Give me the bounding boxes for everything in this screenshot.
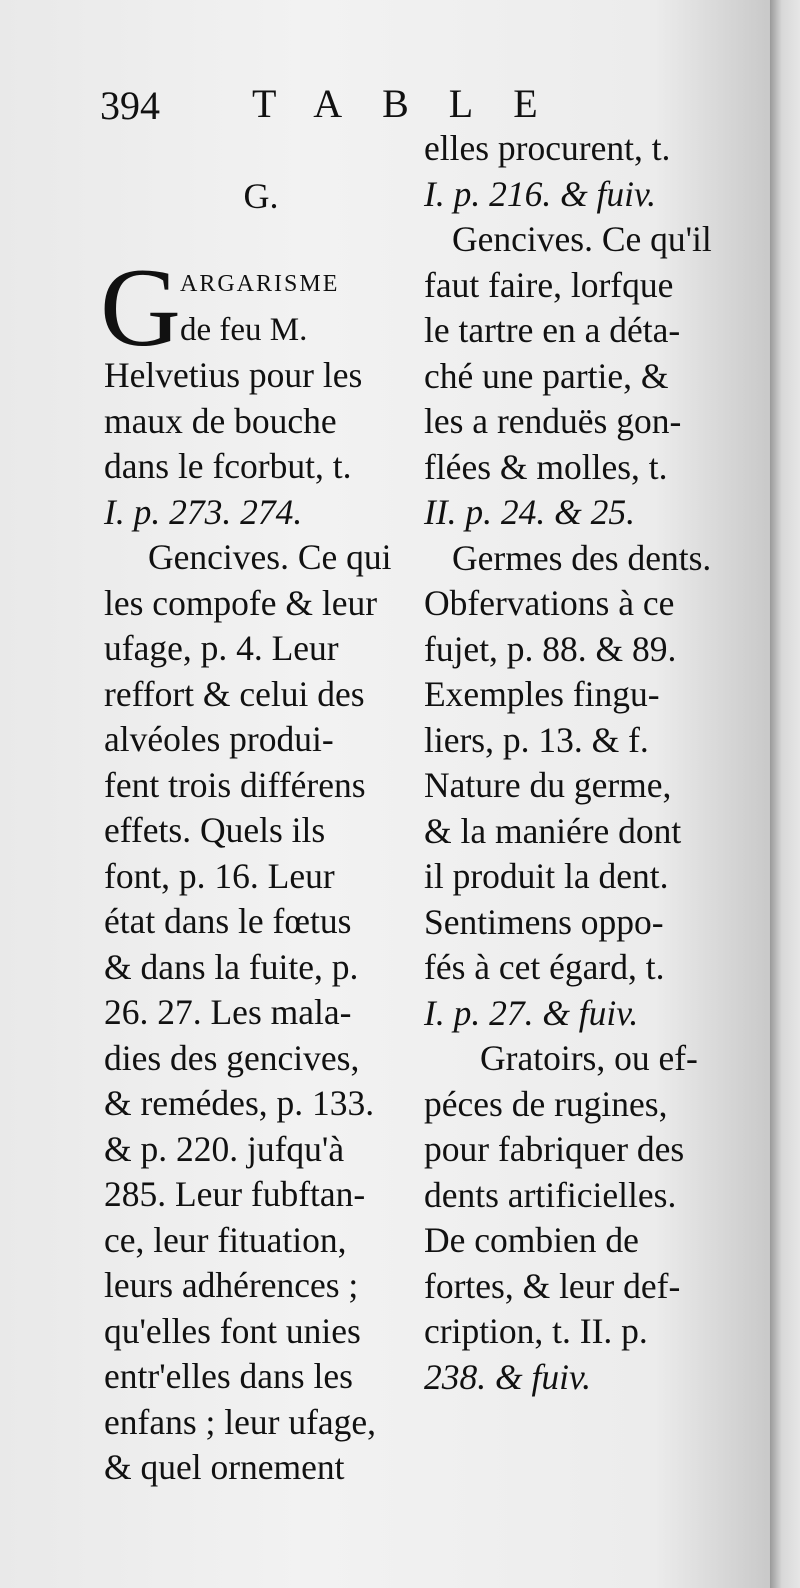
text-line: liers, p. 13. & f. — [424, 719, 649, 760]
text-line: Exemples fingu- — [424, 674, 660, 714]
text-line: ufage, p. 4. Leur — [104, 628, 339, 668]
text-line: les compofe & leur — [104, 582, 378, 623]
text-line: font, p. 16. Leur — [104, 855, 335, 896]
text-line: il produit la dent. — [424, 856, 669, 896]
text-line: dans le fcorbut, t. — [104, 446, 352, 486]
text-line: pour fabriquer des — [424, 1129, 685, 1169]
entry-first-line: ARGARISME — [180, 271, 340, 297]
text-line: Helvetius pour les — [104, 355, 363, 395]
running-title: TABLE — [252, 81, 578, 126]
text-line: 238. & fuiv. — [424, 1356, 591, 1397]
text-line: I. p. 273. 274. — [104, 491, 303, 532]
text-line: maux de bouche — [104, 400, 337, 441]
entry-second-line: de feu M. — [180, 311, 308, 348]
text-line: ce, leur fituation, — [104, 1219, 347, 1260]
text-line: flées & molles, t. — [424, 446, 668, 487]
text-line: & la maniére dont — [424, 810, 682, 851]
text-line: elles procurent, t. — [424, 128, 671, 168]
text-line: Germes des dents. — [452, 537, 712, 578]
text-line: 26. 27. Les mala- — [104, 992, 352, 1032]
page-number: 394 — [100, 83, 160, 128]
text-line: & p. 220. jufqu'à — [104, 1128, 345, 1169]
text-line: dents artificielles. — [424, 1174, 677, 1215]
entry-opening — [180, 262, 420, 353]
text-line: 285. Leur fubftan- — [104, 1174, 366, 1214]
text-line: péces de rugines, — [424, 1083, 668, 1124]
section-letter: G. — [243, 176, 279, 216]
text-line: Gencives. Ce qui — [148, 537, 392, 577]
text-line: reffort & celui des — [104, 673, 365, 714]
left-column — [104, 353, 418, 1491]
text-line: qu'elles font unies — [104, 1310, 361, 1351]
text-line: I. p. 27. & fuiv. — [424, 992, 639, 1033]
text-line: fujet, p. 88. & 89. — [424, 628, 677, 669]
text-line: état dans le fœtus — [104, 901, 352, 941]
text-line: alvéoles produi- — [104, 719, 334, 759]
text-line: Gratoirs, ou ef- — [480, 1038, 698, 1078]
text-line: & quel ornement — [104, 1447, 345, 1487]
text-line: Gencives. Ce qu'il — [452, 219, 712, 259]
text-line: leurs adhérences ; — [104, 1265, 359, 1305]
text-line: Sentimens oppo- — [424, 901, 664, 942]
text-line: entr'elles dans les — [104, 1356, 353, 1396]
text-line: De combien de — [424, 1220, 639, 1260]
text-line: ché une partie, & — [424, 355, 669, 396]
text-line: enfans ; leur ufage, — [104, 1401, 377, 1442]
page-edge-shadow — [770, 0, 800, 1588]
page-header — [100, 72, 740, 132]
right-column — [424, 126, 736, 1400]
text-line: fent trois différens — [104, 764, 366, 805]
text-line: effets. Quels ils — [104, 810, 326, 850]
text-line: & dans la fuite, p. — [104, 946, 359, 987]
text-line: dies des gencives, — [104, 1037, 360, 1078]
drop-cap: G — [100, 246, 181, 370]
text-line: faut faire, lorfque — [424, 264, 674, 305]
text-line: fortes, & leur def- — [424, 1265, 681, 1306]
text-line: cription, t. II. p. — [424, 1311, 648, 1351]
text-line: fés à cet égard, t. — [424, 947, 665, 987]
text-line: Obfervations à ce — [424, 583, 675, 623]
text-line: le tartre en a déta- — [424, 310, 681, 350]
text-line: & remédes, p. 133. — [104, 1083, 375, 1123]
text-line: les a renduës gon- — [424, 401, 682, 441]
text-line: II. p. 24. & 25. — [424, 492, 636, 532]
text-line: I. p. 216. & fuiv. — [424, 173, 657, 214]
text-line: Nature du germe, — [424, 765, 672, 805]
